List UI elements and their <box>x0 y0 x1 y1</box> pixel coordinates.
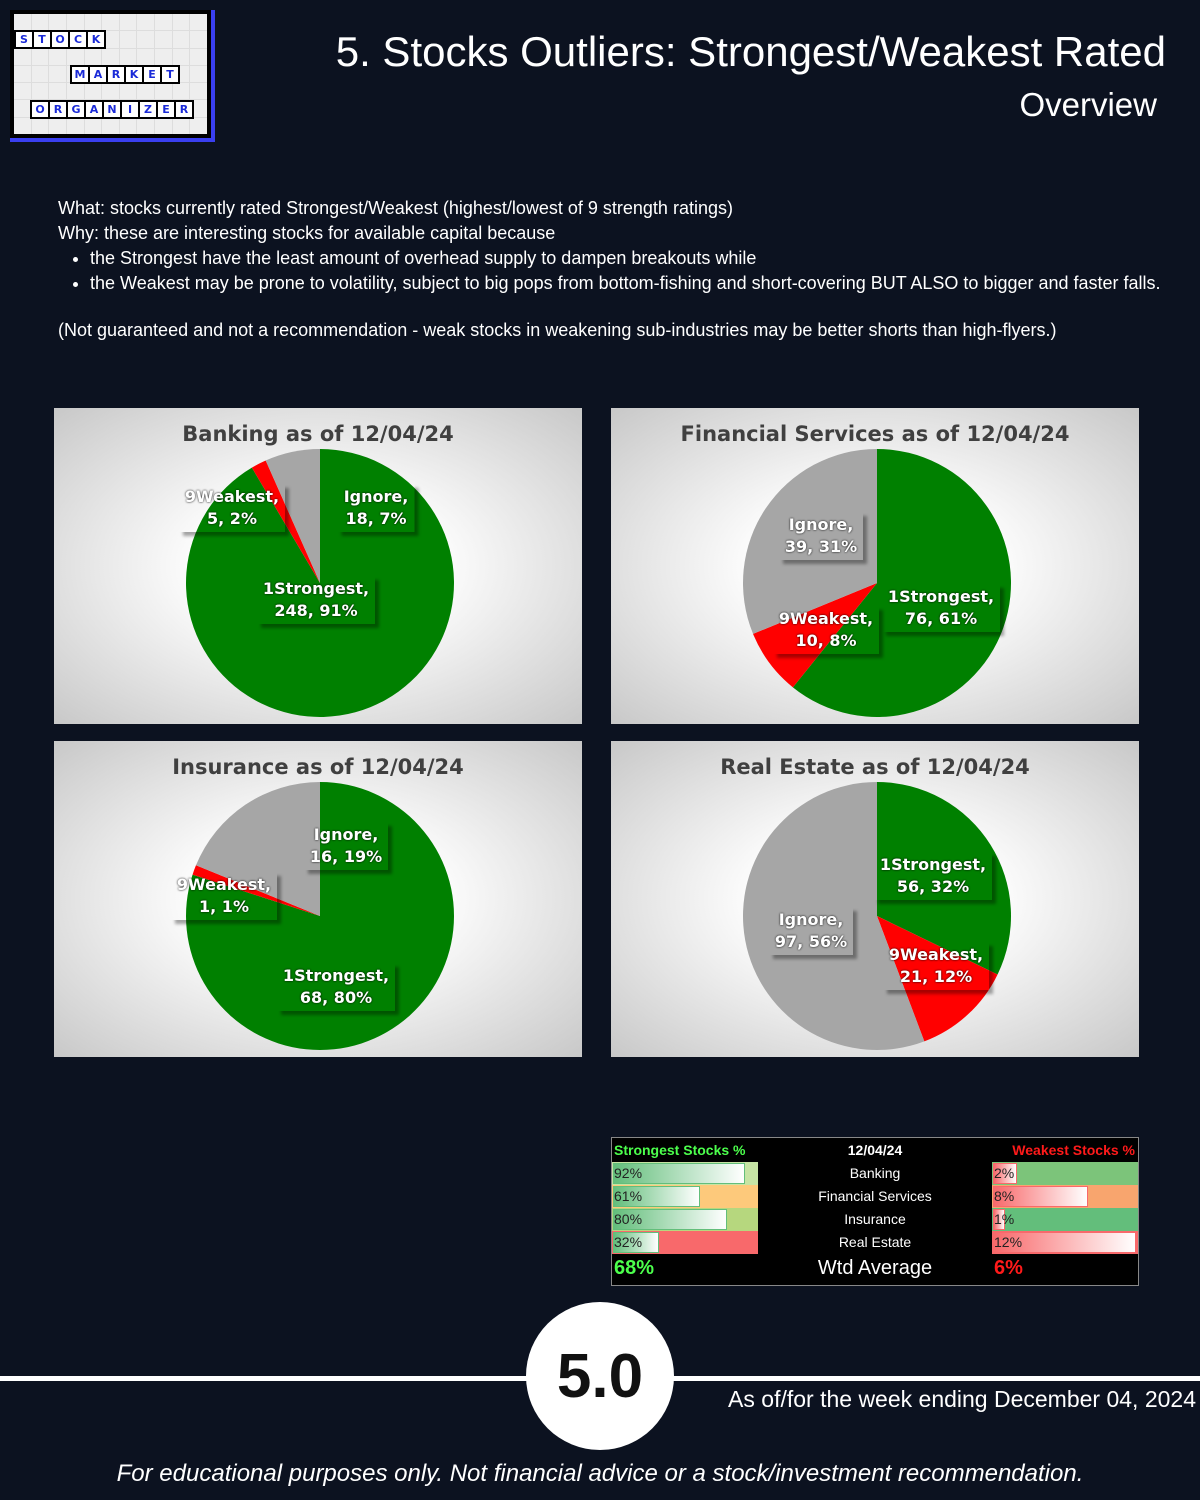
slice-name: 9Weakest, <box>184 487 280 506</box>
avg-weak-value: 6% <box>994 1257 1023 1279</box>
slice-pct: 80% <box>333 988 373 1007</box>
slice-count: 97 <box>774 932 798 951</box>
slice-name: 9Weakest, <box>888 945 984 964</box>
pct-value: 92% <box>614 1165 643 1181</box>
pie-data-label <box>882 584 1000 632</box>
pie-data-label <box>773 606 879 654</box>
slice-value: 97, 56% <box>774 932 848 951</box>
page-subtitle: Overview <box>1019 86 1157 123</box>
pie-data-label <box>304 822 388 870</box>
slice-name: 1Strongest, <box>282 966 390 985</box>
strongest-header: Strongest Stocks % <box>614 1142 746 1158</box>
slice-value: 68, 80% <box>299 988 373 1007</box>
logo-word-organizer: O R G A N I Z E R <box>30 100 194 119</box>
intro-note: (Not guaranteed and not a recommendation - weak stocks in weakening sub-industries may be better shorts than high-flyers.) <box>58 320 1057 340</box>
slice-pct: 7% <box>379 509 407 528</box>
wtd-average-label: Wtd Average <box>817 1257 933 1279</box>
slice-name: 1Strongest, <box>262 579 370 598</box>
slice-count: 18 <box>345 509 368 528</box>
weak-pct-cell <box>992 1185 1138 1208</box>
slice-count: 248 <box>274 601 308 620</box>
slice-count: 21 <box>899 967 923 986</box>
strong-pct-cell <box>612 1162 758 1185</box>
as-of-date: As of/for the week ending December 04, 2024 <box>728 1386 1196 1412</box>
intro-why: Why: these are interesting stocks for available capital because <box>58 223 556 243</box>
sector-label: Real Estate <box>838 1234 912 1250</box>
pct-value: 32% <box>614 1234 643 1250</box>
pie-data-label <box>779 512 863 560</box>
slice-count: 16 <box>309 847 333 866</box>
weak-pct-cell <box>992 1231 1138 1254</box>
slice-value: 39, 31% <box>784 537 858 556</box>
pct-value: 8% <box>994 1188 1015 1204</box>
avg-strong-value: 68% <box>614 1257 655 1279</box>
slice-count: 68 <box>299 988 323 1007</box>
slice-name: Ignore, <box>313 825 379 844</box>
slice-value: 10, 8% <box>795 631 857 650</box>
slice-name: 9Weakest, <box>176 875 272 894</box>
slice-count: 39 <box>784 537 808 556</box>
date-header: 12/04/24 <box>847 1142 903 1158</box>
slice-pct: 8% <box>829 631 857 650</box>
slice-count: 5 <box>207 509 219 528</box>
pie-svg <box>611 408 1139 724</box>
chart-title: Real Estate as of 12/04/24 <box>720 755 1030 779</box>
pct-value: 2% <box>994 1165 1015 1181</box>
slice-name: Ignore, <box>778 910 844 929</box>
strong-pct-cell <box>612 1231 758 1254</box>
pct-value: 80% <box>614 1211 643 1227</box>
intro-bullet: • the Strongest have the least amount of overhead supply to dampen breakouts while <box>90 246 1168 271</box>
slice-name: 1Strongest, <box>879 855 987 874</box>
slice-pct: 12% <box>933 967 973 986</box>
slice-pct: 32% <box>930 877 970 896</box>
pie-chart-financial-services <box>611 408 1139 724</box>
slice-count: 1 <box>199 897 211 916</box>
slice-value: 5, 2% <box>207 509 257 528</box>
slice-value: 248, 91% <box>274 601 358 620</box>
pie-data-label <box>179 484 285 532</box>
slice-name: Ignore, <box>788 515 854 534</box>
intro-what: What: stocks currently rated Strongest/Weakest (highest/lowest of 9 strength ratings) <box>58 198 733 218</box>
slice-name: 9Weakest, <box>778 609 874 628</box>
logo-word-stock: S T O C K <box>14 30 106 49</box>
pie-data-label <box>769 907 853 955</box>
summary-table <box>611 1137 1139 1286</box>
slice-value: 1, 1% <box>199 897 249 916</box>
pie-svg <box>54 408 582 724</box>
logo-word-market: M A R K E T <box>70 65 180 84</box>
slice-value: 76, 61% <box>904 609 978 628</box>
slice-pct: 31% <box>818 537 858 556</box>
strong-pct-cell <box>612 1185 758 1208</box>
pct-value: 61% <box>614 1188 643 1204</box>
page-title: 5. Stocks Outliers: Strongest/Weakest Rated <box>335 28 1166 75</box>
slice-pct: 61% <box>938 609 978 628</box>
slice-value: 16, 19% <box>309 847 383 866</box>
chart-title: Insurance as of 12/04/24 <box>172 755 464 779</box>
intro-text <box>58 196 1168 343</box>
slice-value: 21, 12% <box>899 967 973 986</box>
pie-data-label <box>277 963 395 1011</box>
intro-bullet: • the Weakest may be prone to volatility, subject to big pops from bottom-fishing and short-covering BUT ALSO to bigger and faster falls. <box>90 271 1168 296</box>
slice-count: 56 <box>896 877 920 896</box>
slice-pct: 91% <box>319 601 358 620</box>
slice-name: Ignore, <box>343 487 409 506</box>
slice-count: 76 <box>904 609 928 628</box>
weak-pct-cell <box>992 1208 1138 1231</box>
slice-pct: 19% <box>343 847 383 866</box>
slice-count: 10 <box>795 631 818 650</box>
slice-pct: 2% <box>229 509 257 528</box>
disclaimer: For educational purposes only. Not financial advice or a stock/investment recommendation. <box>116 1460 1084 1487</box>
pie-data-label <box>257 576 375 624</box>
slice-value: 18, 7% <box>345 509 407 528</box>
pct-value: 1% <box>994 1211 1015 1227</box>
slice-pct: 56% <box>808 932 848 951</box>
strong-pct-cell <box>612 1208 758 1231</box>
pie-chart-banking <box>54 408 582 724</box>
pie-data-label <box>338 484 415 532</box>
pie-data-label <box>883 942 989 990</box>
slice-name: 1Strongest, <box>887 587 995 606</box>
weakest-header: Weakest Stocks % <box>1012 1142 1135 1158</box>
logo <box>10 10 215 142</box>
pie-data-label <box>874 852 992 900</box>
chart-title: Banking as of 12/04/24 <box>182 422 454 446</box>
pie-data-label <box>171 872 277 920</box>
pie-chart-insurance <box>54 741 582 1057</box>
slice-value: 56, 32% <box>896 877 970 896</box>
sector-label: Financial Services <box>818 1188 932 1204</box>
weak-pct-cell <box>992 1162 1138 1185</box>
pie-chart-real-estate <box>611 741 1139 1057</box>
sector-label: Insurance <box>844 1211 906 1227</box>
chart-title: Financial Services as of 12/04/24 <box>680 422 1070 446</box>
sector-label: Banking <box>849 1165 901 1181</box>
pct-value: 12% <box>994 1234 1023 1250</box>
section-number-badge: 5.0 <box>526 1302 674 1450</box>
slice-pct: 1% <box>221 897 249 916</box>
